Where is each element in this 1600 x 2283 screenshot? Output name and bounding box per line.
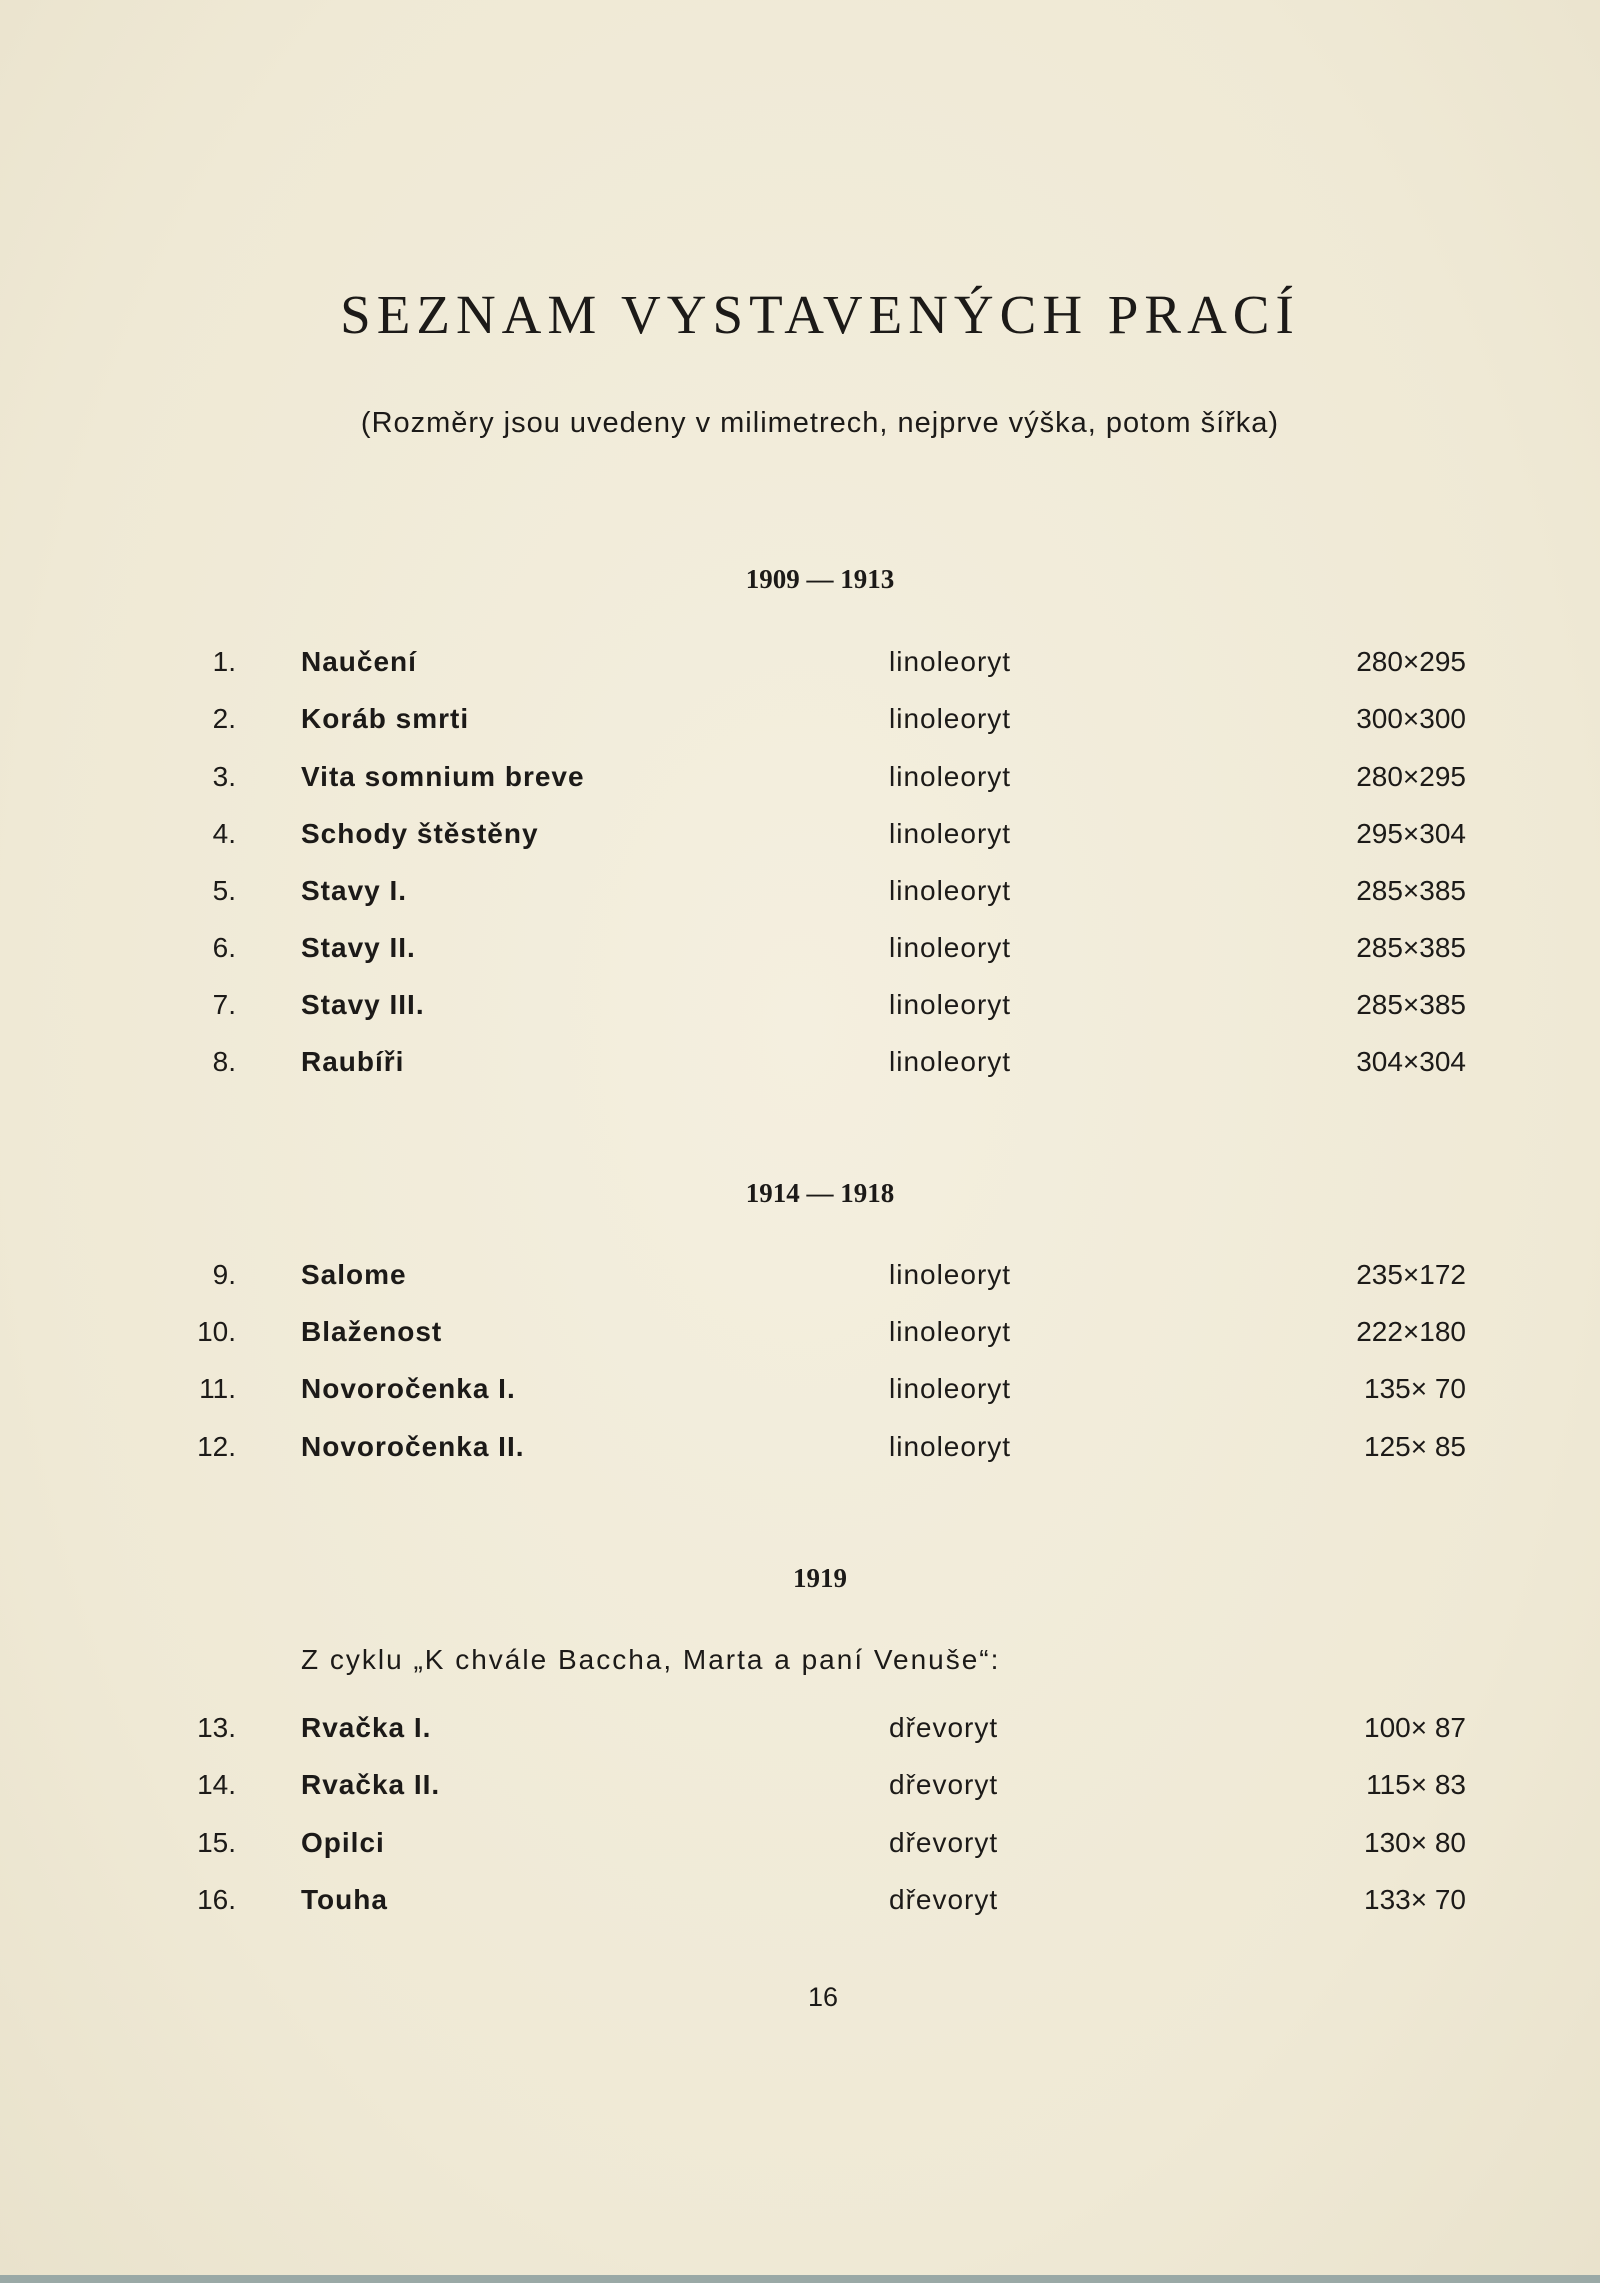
item-dimensions: 235×172 <box>1356 1259 1466 1290</box>
item-dimensions: 280×295 <box>1356 646 1466 677</box>
item-dimensions: 285×385 <box>1356 875 1466 906</box>
item-technique: linoleoryt <box>889 875 1012 906</box>
item-technique: linoleoryt <box>889 818 1012 849</box>
list-item <box>0 1046 1600 1086</box>
item-dimensions: 285×385 <box>1356 932 1466 963</box>
list-item <box>0 989 1600 1029</box>
list-item <box>0 1769 1600 1809</box>
item-dimensions: 304×304 <box>1356 1046 1466 1077</box>
item-technique: linoleoryt <box>889 1316 1012 1347</box>
item-title: Rvačka I. <box>301 1712 432 1743</box>
item-title: Raubíři <box>301 1046 405 1077</box>
item-number: 12. <box>197 1431 236 1462</box>
item-dimensions: 222×180 <box>1356 1316 1466 1347</box>
list-item <box>0 1259 1600 1299</box>
list-item <box>0 761 1600 801</box>
item-number: 16. <box>197 1884 236 1915</box>
section-heading-1919: 1919 <box>793 1563 847 1593</box>
item-technique: dřevoryt <box>889 1884 999 1915</box>
section-heading-1909-1913: 1909 — 1913 <box>745 564 895 594</box>
item-title: Novoročenka I. <box>301 1373 516 1404</box>
item-dimensions: 280×295 <box>1356 761 1466 792</box>
item-title: Stavy II. <box>301 932 416 963</box>
list-item <box>0 1712 1600 1752</box>
list-item <box>0 1431 1600 1471</box>
item-dimensions: 285×385 <box>1356 989 1466 1020</box>
list-item <box>0 646 1600 686</box>
item-number: 13. <box>197 1712 236 1743</box>
item-technique: linoleoryt <box>889 761 1012 792</box>
scan-edge <box>0 2275 1600 2283</box>
item-technique: dřevoryt <box>889 1827 999 1858</box>
item-number: 3. <box>212 761 236 792</box>
item-technique: linoleoryt <box>889 1259 1012 1290</box>
item-technique: linoleoryt <box>889 703 1012 734</box>
item-technique: linoleoryt <box>889 1046 1012 1077</box>
item-number: 10. <box>197 1316 236 1347</box>
item-title: Rvačka II. <box>301 1769 441 1800</box>
item-title: Touha <box>301 1884 388 1915</box>
item-technique: linoleoryt <box>889 646 1012 677</box>
item-number: 5. <box>212 875 236 906</box>
item-technique: linoleoryt <box>889 989 1012 1020</box>
item-number: 2. <box>212 703 236 734</box>
item-title: Schody štěstěny <box>301 818 539 849</box>
item-number: 14. <box>197 1769 236 1800</box>
item-number: 11. <box>199 1373 236 1404</box>
item-number: 1. <box>212 646 236 677</box>
item-title: Vita somnium breve <box>301 761 585 792</box>
list-item <box>0 1373 1600 1413</box>
list-item <box>0 1316 1600 1356</box>
item-technique: linoleoryt <box>889 932 1012 963</box>
item-dimensions: 100× 87 <box>1364 1712 1466 1743</box>
item-dimensions: 295×304 <box>1356 818 1466 849</box>
item-number: 9. <box>212 1259 236 1290</box>
item-title: Blaženost <box>301 1316 443 1347</box>
item-technique: linoleoryt <box>889 1431 1012 1462</box>
item-number: 6. <box>212 932 236 963</box>
item-dimensions: 130× 80 <box>1364 1827 1466 1858</box>
item-number: 7. <box>212 989 236 1020</box>
cycle-note: Z cyklu „K chvále Baccha, Marta a paní Venuše“: <box>301 1644 1001 1675</box>
list-item <box>0 875 1600 915</box>
item-number: 4. <box>212 818 236 849</box>
item-number: 8. <box>212 1046 236 1077</box>
item-title: Opilci <box>301 1827 385 1858</box>
item-dimensions: 133× 70 <box>1364 1884 1466 1915</box>
item-title: Stavy III. <box>301 989 425 1020</box>
item-dimensions: 135× 70 <box>1364 1373 1466 1404</box>
item-title: Salome <box>301 1259 407 1290</box>
item-dimensions: 300×300 <box>1356 703 1466 734</box>
item-dimensions: 125× 85 <box>1364 1431 1466 1462</box>
list-item <box>0 932 1600 972</box>
section-heading-1914-1918: 1914 — 1918 <box>745 1178 895 1208</box>
page-number: 16 <box>807 1982 839 2012</box>
item-title: Stavy I. <box>301 875 408 906</box>
list-item <box>0 703 1600 743</box>
item-title: Koráb smrti <box>301 703 470 734</box>
item-number: 15. <box>197 1827 236 1858</box>
item-technique: linoleoryt <box>889 1373 1012 1404</box>
item-technique: dřevoryt <box>889 1769 999 1800</box>
dimensions-note: (Rozměry jsou uvedeny v milimetrech, nejprve výška, potom šířka) <box>360 407 1280 439</box>
item-technique: dřevoryt <box>889 1712 999 1743</box>
item-title: Novoročenka II. <box>301 1431 525 1462</box>
item-title: Naučení <box>301 646 417 677</box>
item-dimensions: 115× 83 <box>1366 1769 1466 1800</box>
list-item <box>0 818 1600 858</box>
page-title: SEZNAM VYSTAVENÝCH PRACÍ <box>340 284 1300 345</box>
list-item <box>0 1884 1600 1924</box>
list-item <box>0 1827 1600 1867</box>
